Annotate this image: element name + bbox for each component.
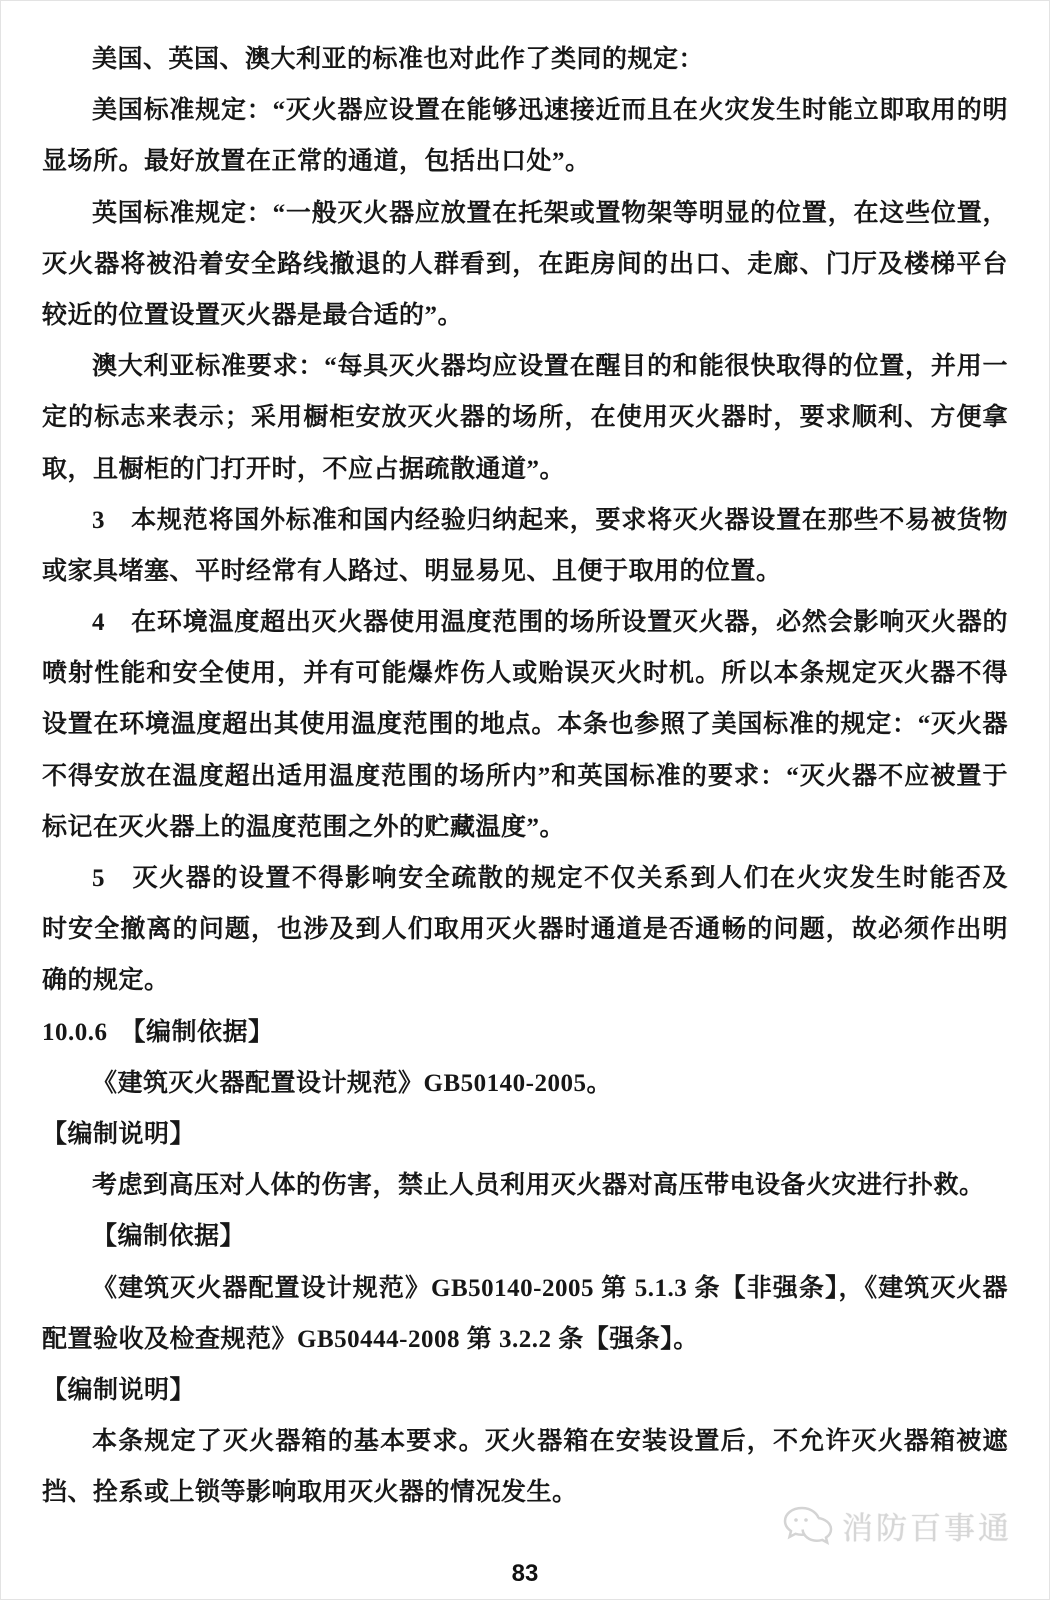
text-line: 确的规定。 xyxy=(42,967,170,995)
text-line: 3 本规范将国外标准和国内经验归纳起来，要求将灭火器设置在那些不易被货物 xyxy=(92,506,1008,534)
text-line: 本条规定了灭火器箱的基本要求。灭火器箱在安装设置后，不允许灭火器箱被遮 xyxy=(92,1428,1008,1456)
text-line: 10.0.6 【编制依据】 xyxy=(42,1018,274,1046)
text-line: 5 灭火器的设置不得影响安全疏散的规定不仅关系到人们在火灾发生时能否及 xyxy=(92,865,1008,892)
text-line: 《建筑灭火器配置设计规范》GB50140-2005。 xyxy=(92,1069,612,1097)
text-line: 配置验收及检查规范》GB50444-2008 第 3.2.2 条【强条】。 xyxy=(42,1325,699,1353)
text-line: 英国标准规定：“一般灭火器应放置在托架或置物架等明显的位置，在这些位置， xyxy=(92,199,1008,227)
text-line: 取，且橱柜的门打开时，不应占据疏散通道”。 xyxy=(42,455,566,483)
text-line: 灭火器将被沿着安全路线撤退的人群看到，在距房间的出口、走廊、门厅及楼梯平台 xyxy=(42,250,1008,278)
text-line: 美国、英国、澳大利亚的标准也对此作了类同的规定： xyxy=(92,46,705,73)
text-line: 挡、拴系或上锁等影响取用灭火器的情况发生。 xyxy=(42,1479,578,1507)
text-line: 设置在环境温度超出其使用温度范围的地点。本条也参照了美国标准的规定：“灭火器 xyxy=(42,711,1008,739)
text-line: 考虑到高压对人体的伤害，禁止人员利用灭火器对高压带电设备火灾进行扑救。 xyxy=(92,1172,985,1200)
text-line: 标记在灭火器上的温度范围之外的贮藏温度”。 xyxy=(42,813,566,841)
text-line: 喷射性能和安全使用，并有可能爆炸伤人或贻误灭火时机。所以本条规定灭火器不得 xyxy=(42,660,1008,688)
footer-page-number: 83 xyxy=(511,1560,539,1587)
watermark-text: 消防百事通 xyxy=(842,1511,1012,1546)
text-line: 澳大利亚标准要求：“每具灭火器均应设置在醒目的和能很快取得的位置，并用一 xyxy=(92,353,1008,381)
text-line: 【编制依据】 xyxy=(92,1223,246,1251)
text-line: 定的标志来表示；采用橱柜安放灭火器的场所，在使用灭火器时，要求顺利、方便拿 xyxy=(42,404,1008,432)
document-body xyxy=(42,34,1008,1518)
watermark xyxy=(782,1503,1012,1548)
text-line: 显场所。最好放置在正常的通道，包括出口处”。 xyxy=(42,148,591,176)
text-line: 不得安放在温度超出适用温度范围的场所内”和英国标准的要求：“灭火器不应被置于 xyxy=(42,762,1008,790)
text-line: 4 在环境温度超出灭火器使用温度范围的场所设置灭火器，必然会影响灭火器的 xyxy=(92,609,1008,637)
chat-bubbles-logo-icon xyxy=(782,1504,834,1548)
text-line: 或家具堵塞、平时经常有人路过、明显易见、且便于取用的位置。 xyxy=(42,557,782,585)
text-line: 较近的位置设置灭火器是最合适的”。 xyxy=(42,301,464,329)
text-line: 【编制说明】 xyxy=(42,1376,196,1404)
text-line: 【编制说明】 xyxy=(42,1120,196,1148)
text-line: 《建筑灭火器配置设计规范》GB50140-2005 第 5.1.3 条【非强条】，《建筑灭火器 xyxy=(92,1274,1008,1302)
text-line: 时安全撤离的问题，也涉及到人们取用灭火器时通道是否通畅的问题，故必须作出明 xyxy=(42,916,1008,944)
text-line: 美国标准规定：“灭火器应设置在能够迅速接近而且在火灾发生时能立即取用的明 xyxy=(92,97,1008,125)
